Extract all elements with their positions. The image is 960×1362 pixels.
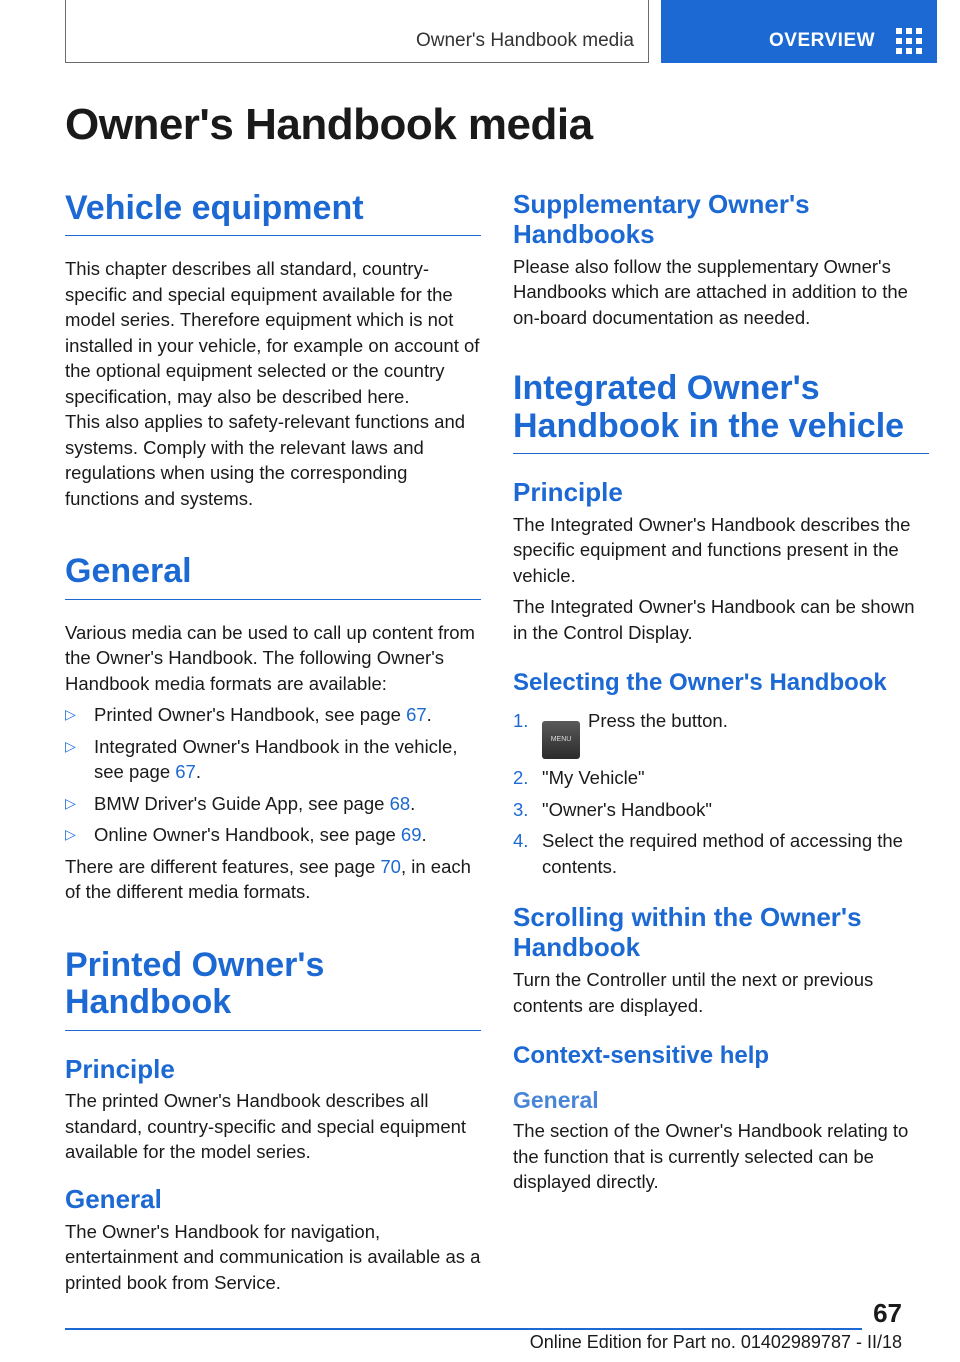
heading-scrolling: Scrolling within the Owner's Handbook	[513, 902, 862, 963]
overview-tab[interactable]	[661, 0, 937, 63]
page-number: 67	[873, 1298, 902, 1328]
heading-supplementary: Supplementary Owner's Handbooks	[513, 189, 810, 249]
heading-integrated: Integrated Owner's Handbook in the vehicle	[513, 370, 929, 454]
list-item: 3. "Owner's Handbook"	[513, 798, 712, 820]
header-section-box	[65, 0, 649, 63]
vehicle-equipment-para1: This chapter describes all standard, country-specific and special equipment available for the model series. Therefore equipment which is not installed in your vehicle, for example on account of the optional equipment selected or the country specification, may also be described here.	[65, 258, 480, 407]
list-item: ▷ Integrated Owner's Handbook in the vehicle, see page 67.	[65, 735, 458, 783]
menu-button-icon: MENU	[542, 721, 580, 759]
printed-principle-text: The printed Owner's Handbook describes all standard, country-specific and special equipment available for the model series.	[65, 1090, 467, 1163]
triangle-bullet-icon: ▷	[65, 706, 76, 723]
heading-vehicle-equipment: Vehicle equipment	[65, 190, 481, 236]
list-item: 1. MENUPress the button.	[513, 708, 929, 759]
header-section-title: Owner's Handbook media	[415, 30, 634, 51]
triangle-bullet-icon: ▷	[65, 794, 76, 811]
heading-selecting: Selecting the Owner's Handbook	[513, 669, 887, 697]
triangle-bullet-icon: ▷	[65, 826, 76, 843]
page-link[interactable]: 68	[389, 792, 411, 814]
vehicle-equipment-para2: This also applies to safety-relevant functions and systems. Comply with the relevant laws and regulations when using the corresponding functions and systems.	[65, 411, 466, 509]
heading-integrated-principle: Principle	[513, 477, 623, 508]
heading-printed-general: General	[65, 1183, 162, 1214]
heading-context-general: General	[513, 1086, 599, 1113]
grid-icon	[896, 28, 922, 54]
heading-printed-handbook: Printed Owner's Handbook	[65, 947, 481, 1031]
list-item: ▷ Printed Owner's Handbook, see page 67.	[65, 702, 481, 728]
general-outro: There are different features, see page 70, in each of the different media formats.	[65, 855, 471, 903]
supplementary-text: Please also follow the supplementary Owner's Handbooks which are attached in addition to the on-board documentation as needed.	[513, 255, 908, 328]
page-link[interactable]: 69	[400, 824, 422, 846]
heading-printed-principle: Principle	[65, 1053, 175, 1084]
heading-general: General	[65, 553, 481, 599]
list-item: 4. Select the required method of accessing the contents.	[513, 830, 903, 877]
overview-label: OVERVIEW	[769, 30, 876, 51]
list-item: ▷ Online Owner's Handbook, see page 69.	[65, 822, 481, 848]
page-link[interactable]: 70	[380, 855, 401, 877]
page-link[interactable]: 67	[175, 761, 196, 783]
integrated-principle-p2: The Integrated Owner's Handbook can be shown in the Control Display.	[513, 596, 915, 643]
scrolling-text: Turn the Controller until the next or previous contents are displayed.	[513, 969, 874, 1016]
context-general-text: The section of the Owner's Handbook relating to the function that is currently selected can be displayed directly.	[513, 1120, 909, 1193]
list-item: 2. "My Vehicle"	[513, 767, 645, 789]
integrated-principle-p1: The Integrated Owner's Handbook describes the specific equipment and functions present in the vehicle.	[513, 513, 911, 586]
right-column	[513, 190, 929, 1195]
triangle-bullet-icon: ▷	[65, 737, 76, 754]
page-link[interactable]: 67	[406, 704, 427, 726]
general-intro: Various media can be used to call up content from the Owner's Handbook. The following Owner's Handbook media formats are available:	[65, 621, 475, 694]
list-item: ▷ BMW Driver's Guide App, see page 68.	[65, 791, 481, 817]
heading-context-help: Context-sensitive help	[513, 1042, 770, 1070]
footer-divider	[65, 1328, 862, 1330]
page-title: Owner's Handbook media	[65, 100, 593, 149]
printed-general-text: The Owner's Handbook for navigation, entertainment and communication is available as a printed book from Service.	[65, 1220, 481, 1293]
footer-edition: Online Edition for Part no. 01402989787 - II/18	[529, 1332, 902, 1352]
left-column	[65, 190, 481, 1295]
